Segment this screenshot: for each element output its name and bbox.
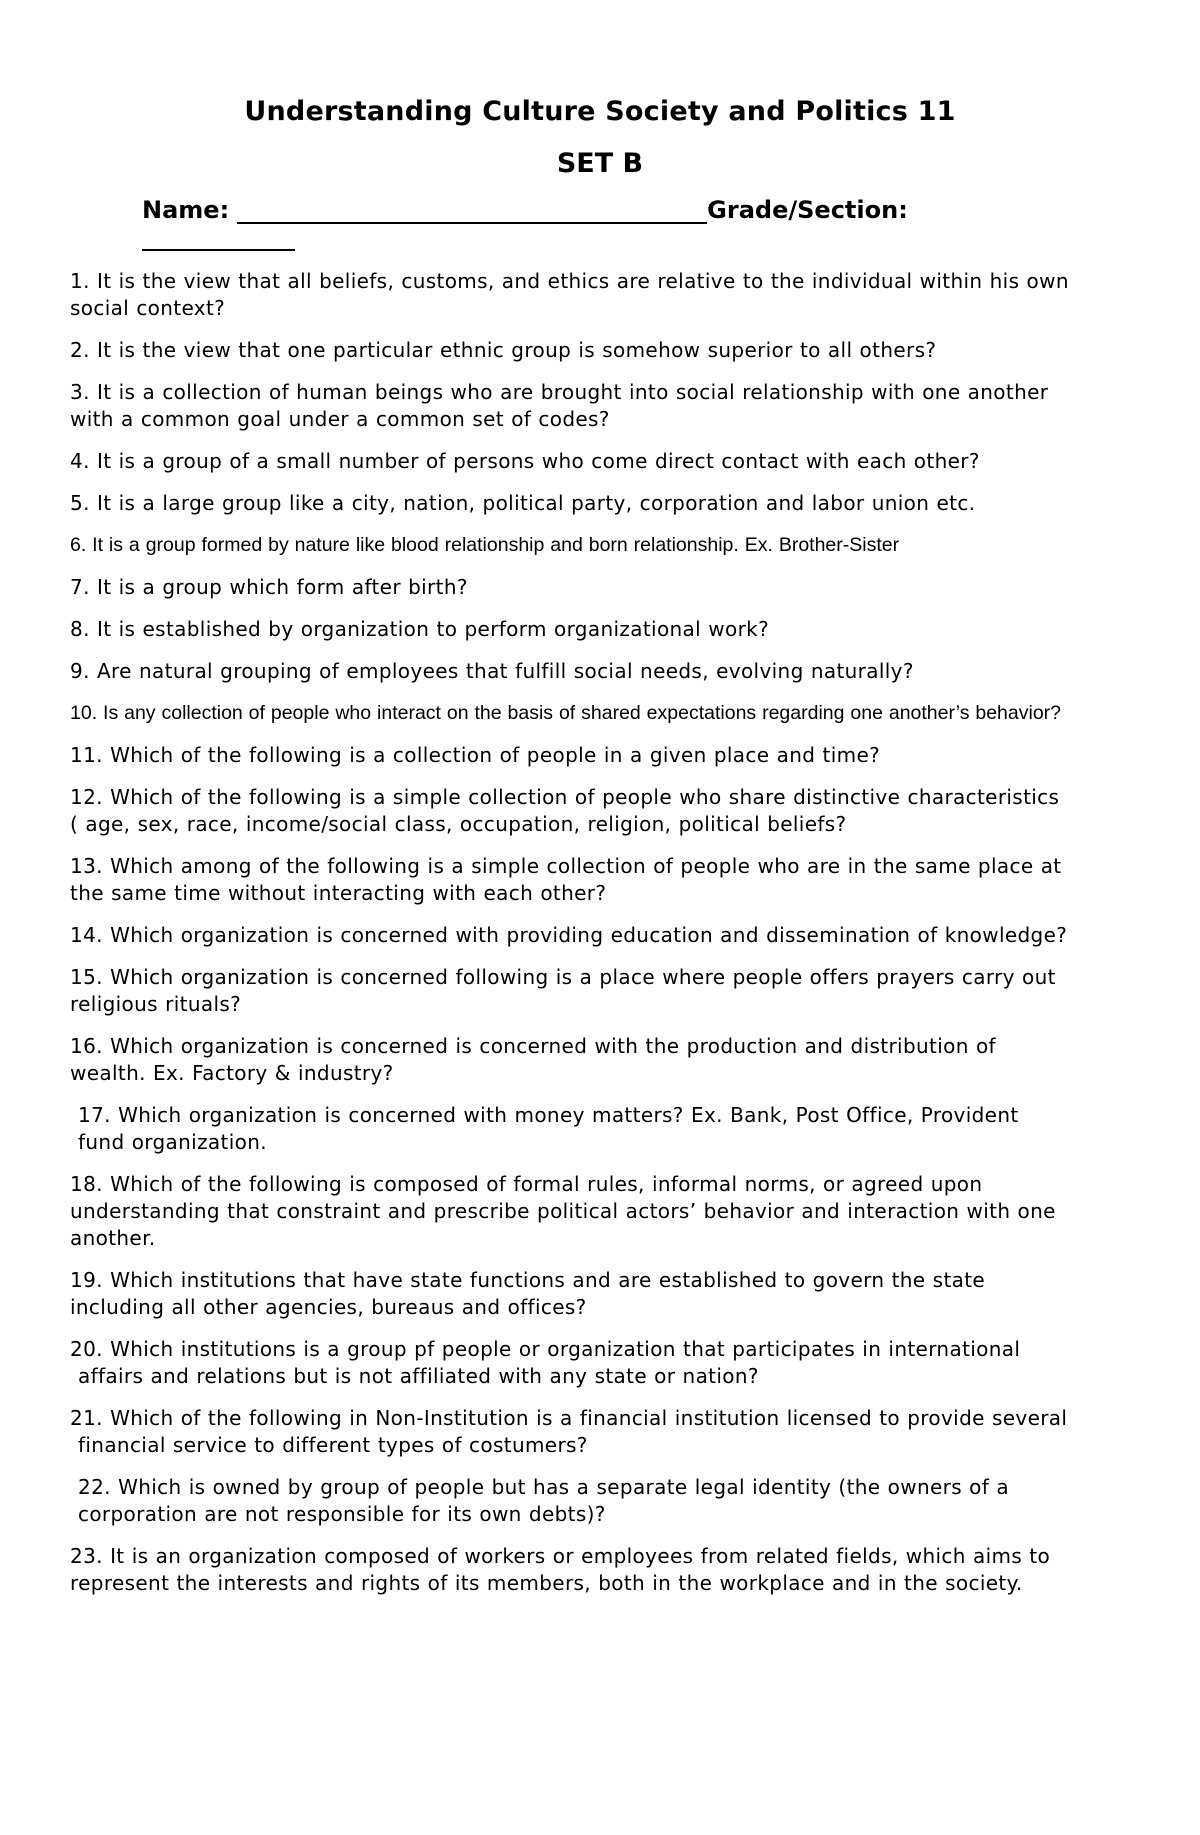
question-list (70, 268, 1070, 1612)
question-18: 18. Which of the following is composed of formal rules, informal norms, or agreed upon understanding that constraint and prescribe political actors’ behavior and interaction with one another. (70, 1172, 1056, 1250)
question-17: 17. Which organization is concerned with money matters? Ex. Bank, Post Office, Provident fund organization. (78, 1103, 1019, 1154)
page-title: Understanding Culture Society and Politics 11 (244, 96, 956, 127)
question-10: 10. Is any collection of people who interact on the basis of shared expectations regarding one another’s behavior? (70, 702, 1062, 724)
question-2: 2. It is the view that one particular ethnic group is somehow superior to all others? (70, 338, 937, 362)
question-13: 13. Which among of the following is a simple collection of people who are in the same place at the same time without interacting with each other? (70, 854, 1062, 905)
question-19: 19. Which institutions that have state functions and are established to govern the state including all other agencies, bureaus and offices? (70, 1268, 986, 1319)
name-blank[interactable] (237, 196, 707, 224)
question-5: 5. It is a large group like a city, nation, political party, corporation and labor union etc. (70, 491, 976, 515)
question-4: 4. It is a group of a small number of persons who come direct contact with each other? (70, 449, 980, 473)
question-21: 21. Which of the following in Non-Institution is a financial institution licensed to provide several financial service to different types of costumers? (70, 1406, 1068, 1457)
question-7: 7. It is a group which form after birth? (70, 575, 468, 599)
question-23: 23. It is an organization composed of workers or employees from related fields, which aims to represent the interests and rights of its members, both in the workplace and in the society. (70, 1544, 1051, 1595)
question-16: 16. Which organization is concerned is concerned with the production and distribution of wealth. Ex. Factory & industry? (70, 1034, 996, 1085)
question-11: 11. Which of the following is a collection of people in a given place and time? (70, 743, 881, 767)
question-20: 20. Which institutions is a group pf people or organization that participates in international affairs and relations but is not affiliated with any state or nation? (70, 1337, 1021, 1388)
question-8: 8. It is established by organization to perform organizational work? (70, 617, 770, 641)
question-22: 22. Which is owned by group of people but has a separate legal identity (the owners of a corporation are not responsible for its own debts)? (78, 1475, 1009, 1526)
question-6: 6. It is a group formed by nature like blood relationship and born relationship. Ex. Brother-Sister (70, 534, 900, 556)
set-label: SET B (556, 148, 644, 179)
question-9: 9. Are natural grouping of employees that fulfill social needs, evolving naturally? (70, 659, 914, 683)
question-1: 1. It is the view that all beliefs, customs, and ethics are relative to the individual within his own social context? (70, 269, 1069, 320)
name-label: Name: (142, 196, 230, 224)
question-14: 14. Which organization is concerned with providing education and dissemination of knowledge? (70, 923, 1068, 947)
grade-section-label: Grade/Section: (707, 196, 908, 224)
question-15: 15. Which organization is concerned following is a place where people offers prayers carry out religious rituals? (70, 965, 1056, 1016)
question-3: 3. It is a collection of human beings who are brought into social relationship with one another with a common goal under a common set of codes? (70, 380, 1049, 431)
question-12: 12. Which of the following is a simple collection of people who share distinctive characteristics ( age, sex, race, income/social class, occupation, religion, political beliefs? (70, 785, 1060, 836)
name-grade-line (142, 196, 1142, 224)
grade-section-blank[interactable] (142, 249, 295, 251)
